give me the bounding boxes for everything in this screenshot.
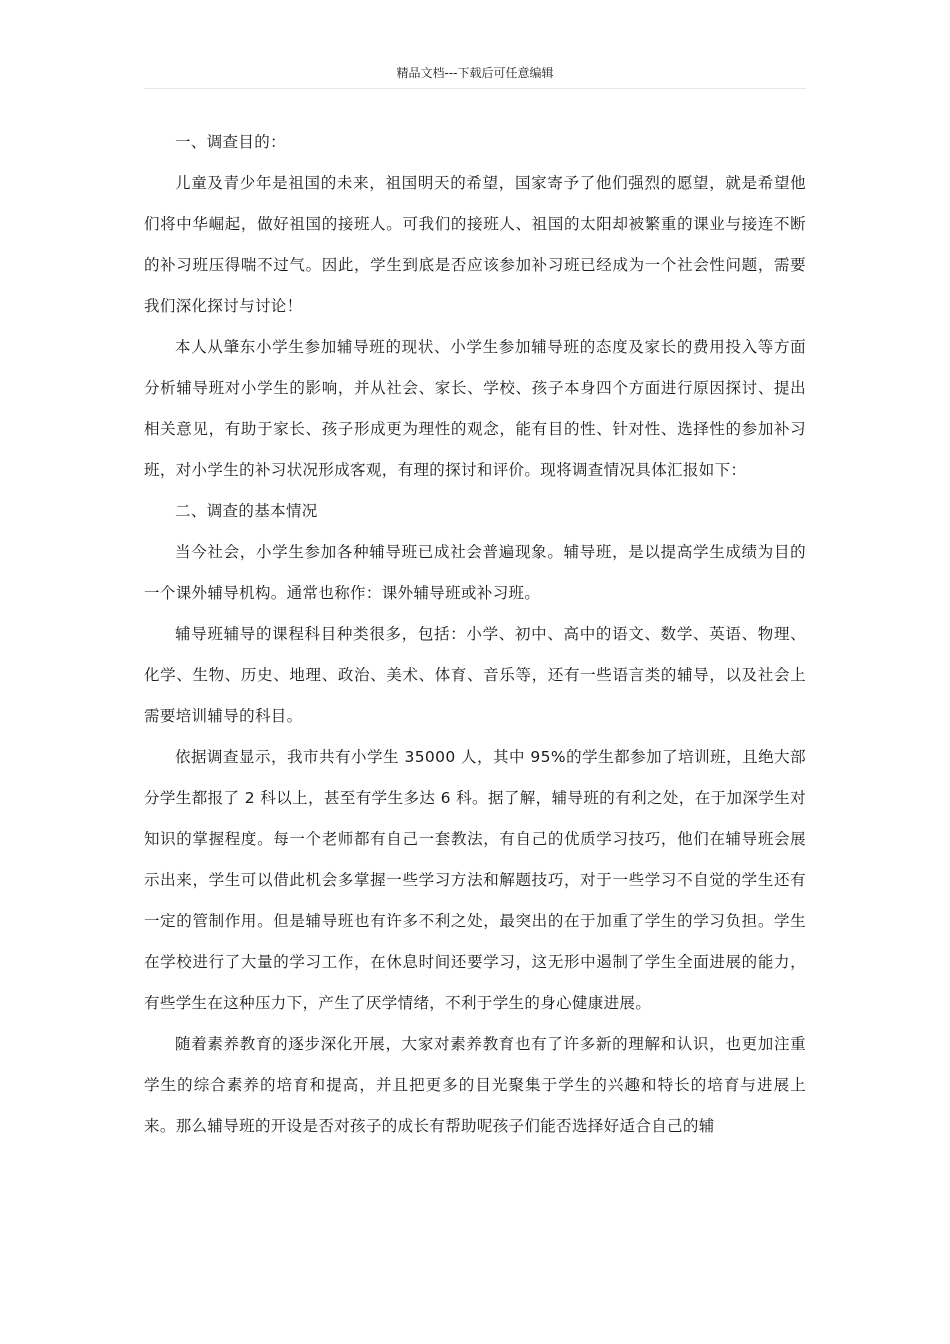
paragraph: 儿童及青少年是祖国的未来，祖国明天的希望，国家寄予了他们强烈的愿望，就是希望他们将中华崛起，做好祖国的接班人。可我们的接班人、祖国的太阳却被繁重的课业与接连不断的补习班压得喘不过气。因此，学生到底是否应该参加补习班已经成为一个社会性问题，需要我们深化探讨与讨论！	[144, 174, 806, 315]
paragraph: 本人从肇东小学生参加辅导班的现状、小学生参加辅导班的态度及家长的费用投入等方面分析辅导班对小学生的影响，并从社会、家长、学校、孩子本身四个方面进行原因探讨、提出相关意见，有助于家长、孩子形成更为理性的观念，能有目的性、针对性、选择性的参加补习班，对小学生的补习状况形成客观，有理的探讨和评价。现将调查情况具体汇报如下：	[144, 338, 806, 479]
paragraph: 当今社会，小学生参加各种辅导班已成社会普遍现象。辅导班，是以提高学生成绩为目的一个课外辅导机构。通常也称作：课外辅导班或补习班。	[144, 543, 806, 602]
paragraph: 随着素养教育的逐步深化开展，大家对素养教育也有了许多新的理解和认识，也更加注重学生的综合素养的培育和提高，并且把更多的目光聚集于学生的兴趣和特长的培育与进展上来。那么辅导班的开设是否对孩子的成长有帮助呢孩子们能否选择好适合自己的辅	[144, 1035, 806, 1135]
header-divider	[144, 88, 806, 89]
paragraph: 辅导班辅导的课程科目种类很多，包括：小学、初中、高中的语文、数学、英语、物理、化学、生物、历史、地理、政治、美术、体育、音乐等，还有一些语言类的辅导，以及社会上需要培训辅导的科目。	[144, 625, 806, 725]
section-heading-basic-situation: 二、调查的基本情况	[175, 502, 318, 520]
paragraph: 依据调查显示，我市共有小学生 35000 人，其中 95%的学生都参加了培训班，且绝大部分学生都报了 2 科以上，甚至有学生多达 6 科。据了解，辅导班的有利之处，在于加深学生对知识的掌握程度。每一个老师都有自己一套教法，有自己的优质学习技巧，他们在辅导班会展示出来，学生可以借此机会多掌握一些学习方法和解题技巧，对于一些学习不自觉的学生还有一定的管制作用。但是辅导班也有许多不利之处，最突出的在于加重了学生的学习负担。学生在学校进行了大量的学习工作，在休息时间还要学习，这无形中遏制了学生全面进展的能力，有些学生在这种压力下，产生了厌学情绪，不利于学生的身心健康进展。	[144, 748, 806, 1012]
section-heading-purpose: 一、调查目的：	[175, 133, 286, 151]
document-body	[144, 122, 806, 1147]
page-header: 精品文档---下载后可任意编辑	[396, 66, 554, 80]
